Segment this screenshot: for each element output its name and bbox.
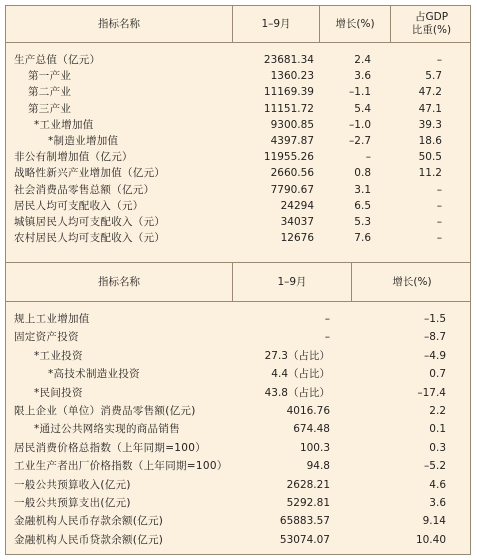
growth-value: 0.8	[354, 167, 371, 180]
growth-value: –8.7	[424, 331, 446, 344]
gdp-share-value: 39.3	[418, 118, 442, 131]
gdp-share-value: –	[436, 54, 442, 66]
period-value: 27.3（占比）	[264, 349, 330, 362]
growth-value: –5.2	[424, 460, 446, 473]
period-value: 53074.07	[279, 533, 330, 546]
indicator-name: 居民消费价格总指数（上年同期=100）	[14, 441, 207, 454]
table-row	[6, 476, 470, 494]
growth-value: 5.3	[354, 215, 371, 228]
period-value: 1360.23	[270, 70, 314, 83]
table-row	[6, 182, 470, 198]
gdp-table-header	[6, 6, 470, 43]
gdp-share-value: –	[436, 215, 442, 228]
table-row	[6, 494, 470, 512]
gdp-share-value: –	[436, 199, 442, 212]
gdp-share-value: 18.6	[418, 134, 442, 147]
period-value: 2628.21	[286, 478, 330, 491]
period-value: 34037	[280, 215, 314, 228]
period-value: 4016.76	[286, 404, 330, 417]
table-row	[6, 165, 470, 181]
period-value: 65883.57	[279, 515, 330, 528]
indicator-name: 第二产业	[28, 86, 72, 99]
table-row	[6, 420, 470, 438]
table-row	[6, 328, 470, 346]
gdp-table-body	[6, 43, 470, 246]
header-growth: 增长(%)	[392, 275, 432, 288]
gdp-share-value: –	[436, 232, 442, 245]
indicator-name: 第三产业	[28, 102, 72, 115]
table-row	[6, 310, 470, 328]
period-value: 12676	[280, 232, 314, 245]
period-value: 9300.85	[270, 118, 314, 131]
table-row	[6, 149, 470, 165]
period-value: 94.8	[306, 460, 330, 473]
indicator-name: 非公有制增加值（亿元）	[14, 151, 133, 164]
period-value: 4397.87	[270, 134, 314, 147]
period-value: 5292.81	[286, 496, 330, 509]
indicator-name: 生产总值（亿元）	[14, 54, 101, 66]
period-value: –	[324, 313, 330, 325]
header-indicator-name: 指标名称	[98, 275, 140, 288]
period-value: 674.48	[293, 423, 330, 436]
header-period: 1–9月	[261, 17, 291, 30]
gdp-share-value: 47.1	[418, 102, 442, 115]
growth-value: 9.14	[422, 515, 446, 528]
table-row	[6, 68, 470, 84]
period-value: 100.3	[299, 441, 330, 454]
growth-value: 0.3	[429, 441, 446, 454]
table-row	[6, 52, 470, 68]
growth-value: 5.4	[354, 102, 371, 115]
indicator-name: *工业增加值	[34, 118, 94, 131]
growth-value: –4.9	[424, 349, 446, 362]
growth-value: 2.2	[429, 404, 446, 417]
period-value: 23681.34	[263, 54, 314, 66]
table-row	[6, 457, 470, 475]
period-value: 4.4（占比）	[271, 368, 330, 381]
growth-value: –1.1	[349, 86, 371, 99]
growth-value: 2.4	[354, 54, 371, 66]
table-row	[6, 531, 470, 549]
header-period: 1–9月	[277, 275, 307, 288]
growth-value: 3.1	[354, 183, 371, 196]
statistics-sheet	[5, 5, 471, 555]
growth-value: –17.4	[417, 386, 446, 399]
growth-value: 0.1	[429, 423, 446, 436]
indicator-name: 金融机构人民币存款余额(亿元)	[14, 515, 164, 528]
growth-value: 3.6	[354, 70, 371, 83]
indicator-name: 社会消费品零售总额（亿元）	[14, 183, 155, 196]
table-row	[6, 365, 470, 383]
indicator-name: 居民人均可支配收入（元）	[14, 199, 144, 212]
indicator-name: *高技术制造业投资	[48, 368, 140, 381]
indicator-name: 农村居民人均可支配收入（元）	[14, 232, 166, 245]
gdp-share-value: 11.2	[418, 167, 442, 180]
gdp-share-value: 5.7	[425, 70, 442, 83]
table-row	[6, 230, 470, 246]
growth-value: 3.6	[429, 496, 446, 509]
table-row	[6, 347, 470, 365]
period-value: –	[324, 331, 330, 344]
table-row	[6, 384, 470, 402]
header-gdp-share-line1: 占GDP	[414, 11, 449, 23]
indicator-name: 工业生产者出厂价格指数（上年同期=100）	[14, 460, 228, 473]
table-row	[6, 84, 470, 100]
growth-value: 0.7	[429, 368, 446, 381]
header-gdp-share	[391, 6, 472, 42]
header-gdp-share-line2: 比重(%)	[411, 24, 452, 36]
indicator-name: 城镇居民人均可支配收入（元）	[14, 215, 166, 228]
period-value: 2660.56	[270, 167, 314, 180]
growth-value: –	[365, 151, 371, 164]
indicator-name: 金融机构人民币贷款余额(亿元)	[14, 533, 164, 546]
growth-value: 4.6	[429, 478, 446, 491]
period-value: 43.8（占比）	[264, 386, 330, 399]
economy-table-body	[6, 302, 470, 549]
economy-table	[6, 262, 470, 549]
table-row	[6, 117, 470, 133]
indicator-name: 第一产业	[28, 70, 72, 83]
indicator-name: *工业投资	[34, 349, 83, 362]
indicator-name: *通过公共网络实现的商品销售	[34, 423, 180, 436]
economy-table-header	[6, 262, 470, 302]
indicator-name: 规上工业增加值	[14, 313, 90, 325]
header-growth: 增长(%)	[335, 17, 375, 30]
period-value: 11955.26	[263, 151, 314, 164]
indicator-name: 一般公共预算支出(亿元)	[14, 496, 131, 509]
indicator-name: 战略性新兴产业增加值（亿元）	[14, 167, 166, 180]
header-indicator-name: 指标名称	[98, 17, 140, 30]
table-row	[6, 133, 470, 149]
gdp-share-value: 47.2	[418, 86, 442, 99]
gdp-table	[6, 6, 470, 246]
growth-value: 6.5	[354, 199, 371, 212]
growth-value: –2.7	[349, 134, 371, 147]
gdp-share-value: –	[436, 183, 442, 196]
indicator-name: 固定资产投资	[14, 331, 79, 344]
table-row	[6, 512, 470, 530]
table-row	[6, 439, 470, 457]
table-row	[6, 214, 470, 230]
indicator-name: *民间投资	[34, 386, 83, 399]
indicator-name: *制造业增加值	[48, 134, 119, 147]
indicator-name: 限上企业（单位）消费品零售额(亿元)	[14, 404, 196, 417]
gdp-share-value: 50.5	[418, 151, 442, 164]
period-value: 7790.67	[270, 183, 314, 196]
growth-value: 7.6	[354, 232, 371, 245]
table-row	[6, 198, 470, 214]
table-row	[6, 101, 470, 117]
growth-value: –1.0	[349, 118, 371, 131]
growth-value: –1.5	[424, 313, 446, 325]
period-value: 11169.39	[263, 86, 314, 99]
indicator-name: 一般公共预算收入(亿元)	[14, 478, 131, 491]
period-value: 11151.72	[263, 102, 314, 115]
period-value: 24294	[280, 199, 314, 212]
growth-value: 10.40	[415, 533, 446, 546]
table-row	[6, 402, 470, 420]
